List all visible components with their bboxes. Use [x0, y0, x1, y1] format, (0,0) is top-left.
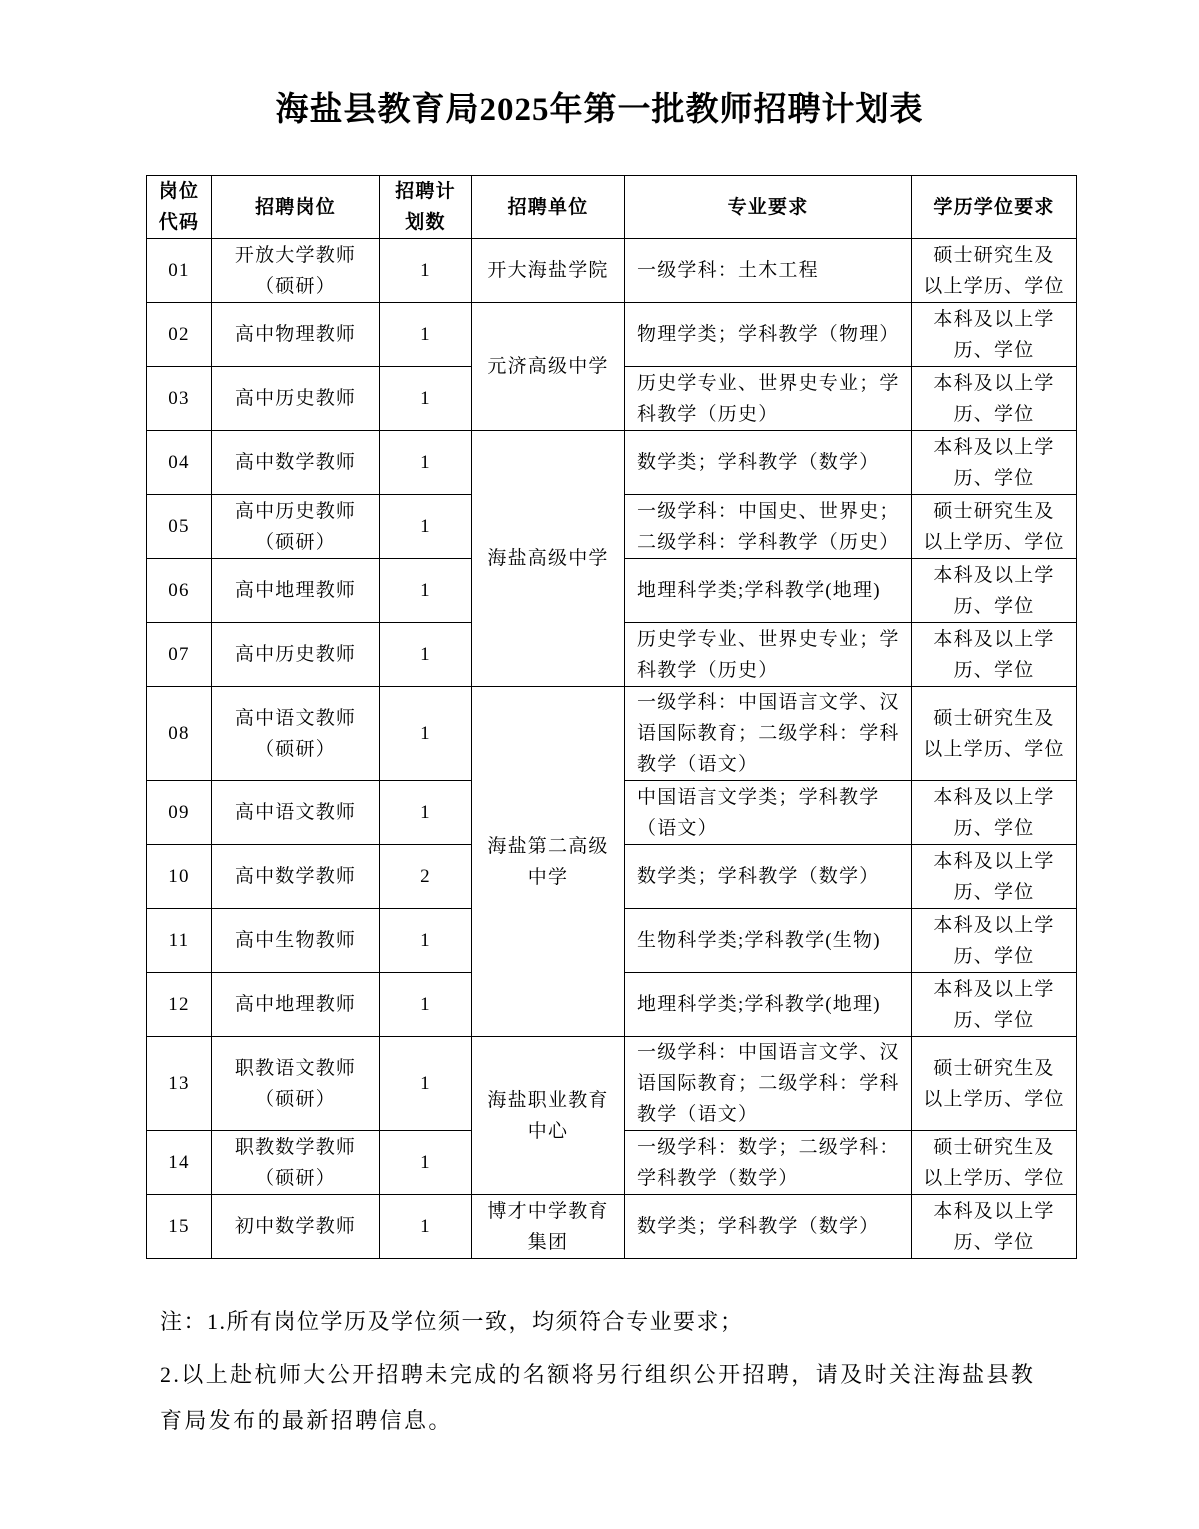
degree-requirement-cell: 本科及以上学 历、学位 — [912, 559, 1077, 623]
plan-count-cell: 1 — [380, 1037, 472, 1131]
major-requirement-cell: 数学类；学科教学（数学） — [625, 845, 912, 909]
note-2: 2.以上赴杭师大公开招聘未完成的名额将另行组织公开招聘，请及时关注海盐县教 育局发布的最新招聘信息。 — [160, 1362, 1036, 1433]
degree-requirement-cell: 本科及以上学 历、学位 — [912, 303, 1077, 367]
major-requirement-cell: 一级学科：中国语言文学、汉 语国际教育；二级学科：学科 教学（语文） — [625, 687, 912, 781]
table-body — [147, 239, 1077, 1259]
note-1: 注：1.所有岗位学历及学位须一致，均须符合专业要求； — [160, 1309, 744, 1334]
position-code-cell: 15 — [147, 1195, 212, 1259]
position-cell: 高中历史教师 — [212, 623, 380, 687]
major-requirement-cell: 一级学科：数学；二级学科： 学科教学（数学） — [625, 1131, 912, 1195]
position-code-cell: 06 — [147, 559, 212, 623]
plan-count-cell: 1 — [380, 239, 472, 303]
position-code-cell: 12 — [147, 973, 212, 1037]
table-row — [147, 687, 1077, 781]
plan-count-cell: 1 — [380, 431, 472, 495]
position-cell: 高中语文教师 （硕研） — [212, 687, 380, 781]
degree-requirement-cell: 本科及以上学 历、学位 — [912, 845, 1077, 909]
position-cell: 高中历史教师 （硕研） — [212, 495, 380, 559]
position-code-cell: 05 — [147, 495, 212, 559]
position-code-cell: 11 — [147, 909, 212, 973]
table-header — [147, 176, 1077, 239]
position-code-cell: 04 — [147, 431, 212, 495]
header-position: 招聘岗位 — [212, 176, 380, 239]
header-row — [147, 176, 1077, 239]
major-requirement-cell: 物理学类；学科教学（物理） — [625, 303, 912, 367]
plan-count-cell: 1 — [380, 973, 472, 1037]
header-position-code: 岗位 代码 — [147, 176, 212, 239]
header-unit: 招聘单位 — [472, 176, 625, 239]
unit-cell: 海盐第二高级 中学 — [472, 687, 625, 1037]
position-code-cell: 14 — [147, 1131, 212, 1195]
major-requirement-cell: 地理科学类;学科教学(地理) — [625, 973, 912, 1037]
plan-count-cell: 1 — [380, 367, 472, 431]
plan-count-cell: 1 — [380, 623, 472, 687]
degree-requirement-cell: 硕士研究生及 以上学历、学位 — [912, 239, 1077, 303]
page-title: 海盐县教育局2025年第一批教师招聘计划表 — [275, 92, 924, 128]
table-row — [147, 1037, 1077, 1131]
major-requirement-cell: 一级学科：中国语言文学、汉 语国际教育；二级学科：学科 教学（语文） — [625, 1037, 912, 1131]
plan-count-cell: 1 — [380, 687, 472, 781]
position-code-cell: 07 — [147, 623, 212, 687]
position-code-cell: 09 — [147, 781, 212, 845]
table-row — [147, 431, 1077, 495]
degree-requirement-cell: 本科及以上学 历、学位 — [912, 1195, 1077, 1259]
position-code-cell: 03 — [147, 367, 212, 431]
position-cell: 高中物理教师 — [212, 303, 380, 367]
plan-count-cell: 2 — [380, 845, 472, 909]
position-code-cell: 10 — [147, 845, 212, 909]
degree-requirement-cell: 本科及以上学 历、学位 — [912, 909, 1077, 973]
position-cell: 开放大学教师 （硕研） — [212, 239, 380, 303]
position-code-cell: 08 — [147, 687, 212, 781]
degree-requirement-cell: 硕士研究生及 以上学历、学位 — [912, 1037, 1077, 1131]
position-cell: 高中生物教师 — [212, 909, 380, 973]
degree-requirement-cell: 硕士研究生及 以上学历、学位 — [912, 495, 1077, 559]
position-cell: 高中数学教师 — [212, 431, 380, 495]
unit-cell: 开大海盐学院 — [472, 239, 625, 303]
recruitment-table — [146, 175, 1077, 1259]
unit-cell: 博才中学教育 集团 — [472, 1195, 625, 1259]
major-requirement-cell: 中国语言文学类；学科教学 （语文） — [625, 781, 912, 845]
plan-count-cell: 1 — [380, 495, 472, 559]
position-cell: 高中地理教师 — [212, 559, 380, 623]
header-degree-requirement: 学历学位要求 — [912, 176, 1077, 239]
plan-count-cell: 1 — [380, 781, 472, 845]
header-plan-count: 招聘计 划数 — [380, 176, 472, 239]
degree-requirement-cell: 本科及以上学 历、学位 — [912, 431, 1077, 495]
degree-requirement-cell: 本科及以上学 历、学位 — [912, 781, 1077, 845]
major-requirement-cell: 历史学专业、世界史专业；学 科教学（历史） — [625, 367, 912, 431]
plan-count-cell: 1 — [380, 559, 472, 623]
position-code-cell: 13 — [147, 1037, 212, 1131]
major-requirement-cell: 地理科学类;学科教学(地理) — [625, 559, 912, 623]
position-cell: 高中历史教师 — [212, 367, 380, 431]
position-cell: 初中数学教师 — [212, 1195, 380, 1259]
plan-count-cell: 1 — [380, 1131, 472, 1195]
position-cell: 高中数学教师 — [212, 845, 380, 909]
major-requirement-cell: 数学类；学科教学（数学） — [625, 431, 912, 495]
degree-requirement-cell: 硕士研究生及 以上学历、学位 — [912, 1131, 1077, 1195]
major-requirement-cell: 一级学科：土木工程 — [625, 239, 912, 303]
degree-requirement-cell: 硕士研究生及 以上学历、学位 — [912, 687, 1077, 781]
degree-requirement-cell: 本科及以上学 历、学位 — [912, 367, 1077, 431]
unit-cell: 海盐高级中学 — [472, 431, 625, 687]
position-cell: 高中语文教师 — [212, 781, 380, 845]
position-cell: 职教语文教师 （硕研） — [212, 1037, 380, 1131]
degree-requirement-cell: 本科及以上学 历、学位 — [912, 973, 1077, 1037]
plan-count-cell: 1 — [380, 1195, 472, 1259]
table-row — [147, 1195, 1077, 1259]
position-code-cell: 02 — [147, 303, 212, 367]
header-major-requirement: 专业要求 — [625, 176, 912, 239]
major-requirement-cell: 数学类；学科教学（数学） — [625, 1195, 912, 1259]
table-row — [147, 239, 1077, 303]
position-cell: 高中地理教师 — [212, 973, 380, 1037]
degree-requirement-cell: 本科及以上学 历、学位 — [912, 623, 1077, 687]
major-requirement-cell: 生物科学类;学科教学(生物) — [625, 909, 912, 973]
position-code-cell: 01 — [147, 239, 212, 303]
unit-cell: 海盐职业教育 中心 — [472, 1037, 625, 1195]
major-requirement-cell: 历史学专业、世界史专业；学 科教学（历史） — [625, 623, 912, 687]
plan-count-cell: 1 — [380, 303, 472, 367]
major-requirement-cell: 一级学科：中国史、世界史； 二级学科：学科教学（历史） — [625, 495, 912, 559]
plan-count-cell: 1 — [380, 909, 472, 973]
position-cell: 职教数学教师 （硕研） — [212, 1131, 380, 1195]
table-row — [147, 303, 1077, 367]
unit-cell: 元济高级中学 — [472, 303, 625, 431]
